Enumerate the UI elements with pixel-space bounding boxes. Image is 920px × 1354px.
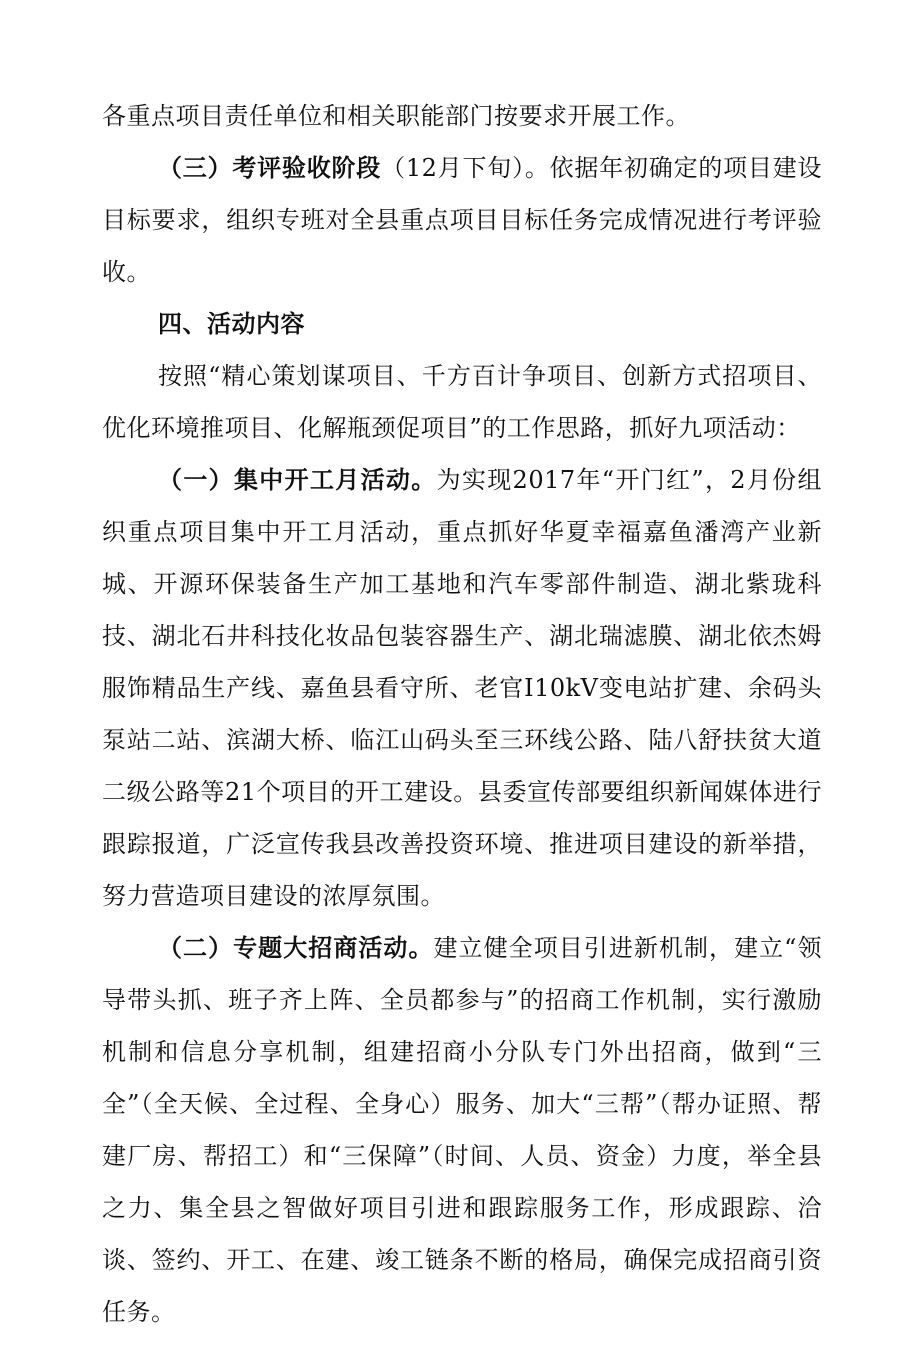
paragraph-activity-one — [102, 454, 822, 922]
document-page — [102, 90, 822, 1338]
paragraph-lead: （一）集中开工月活动。 — [158, 466, 437, 494]
paragraph-work-approach — [102, 350, 822, 454]
paragraph-activity-two — [102, 922, 822, 1338]
paragraph-text: 为实现2017年“开门红”，2月份组织重点项目集中开工月活动，重点抓好华夏幸福嘉鱼潘湾产业新城、开源环保装备生产加工基地和汽车零部件制造、湖北紫珑科技、湖北石井科技化妆品包装容器生产、湖北瑞滤膜、湖北依杰姆服饰精品生产线、嘉鱼县看守所、老官I10kV变电站扩建、余码头泵站二站、滨湖大桥、临江山码头至三环线公路、陆八舒扶贫大道二级公路等21个项目的开工建设。县委宣传部要组织新闻媒体进行跟踪报道，广泛宣传我县改善投资环境、推进项目建设的新举措，努力营造项目建设的浓厚氛围。 — [102, 466, 823, 910]
paragraph-lead: （三）考评验收阶段 — [158, 154, 382, 182]
paragraph-text: 建立健全项目引进新机制，建立“领导带头抓、班子齐上阵、全员都参与”的招商工作机制，实行激励机制和信息分享机制，组建招商小分队专门外出招商，做到“三全”（全天候、全过程、全身心）服务、加大“三帮”（帮办证照、帮建厂房、帮招工）和“三保障”（时间、人员、资金）力度，举全县之力、集全县之智做好项目引进和跟踪服务工作，形成跟踪、洽谈、签约、开工、在建、竣工链条不断的格局，确保完成招商引资任务。 — [102, 934, 822, 1326]
paragraph-continuation — [102, 90, 822, 142]
paragraph-evaluation-stage — [102, 142, 822, 298]
paragraph-text: 各重点项目责任单位和相关职能部门按要求开展工作。 — [102, 102, 690, 130]
paragraph-text: （12月下旬）。依据年初确定的项目建设目标要求，组织专班对全县重点项目目标任务完成情况进行考评验收。 — [102, 154, 823, 286]
section-heading: 四、活动内容 — [158, 310, 305, 338]
paragraph-lead: （二）专题大招商活动。 — [158, 934, 434, 962]
paragraph-text: 按照“精心策划谋项目、千方百计争项目、创新方式招项目、优化环境推项目、化解瓶颈促项目”的工作思路，抓好九项活动： — [102, 362, 822, 442]
